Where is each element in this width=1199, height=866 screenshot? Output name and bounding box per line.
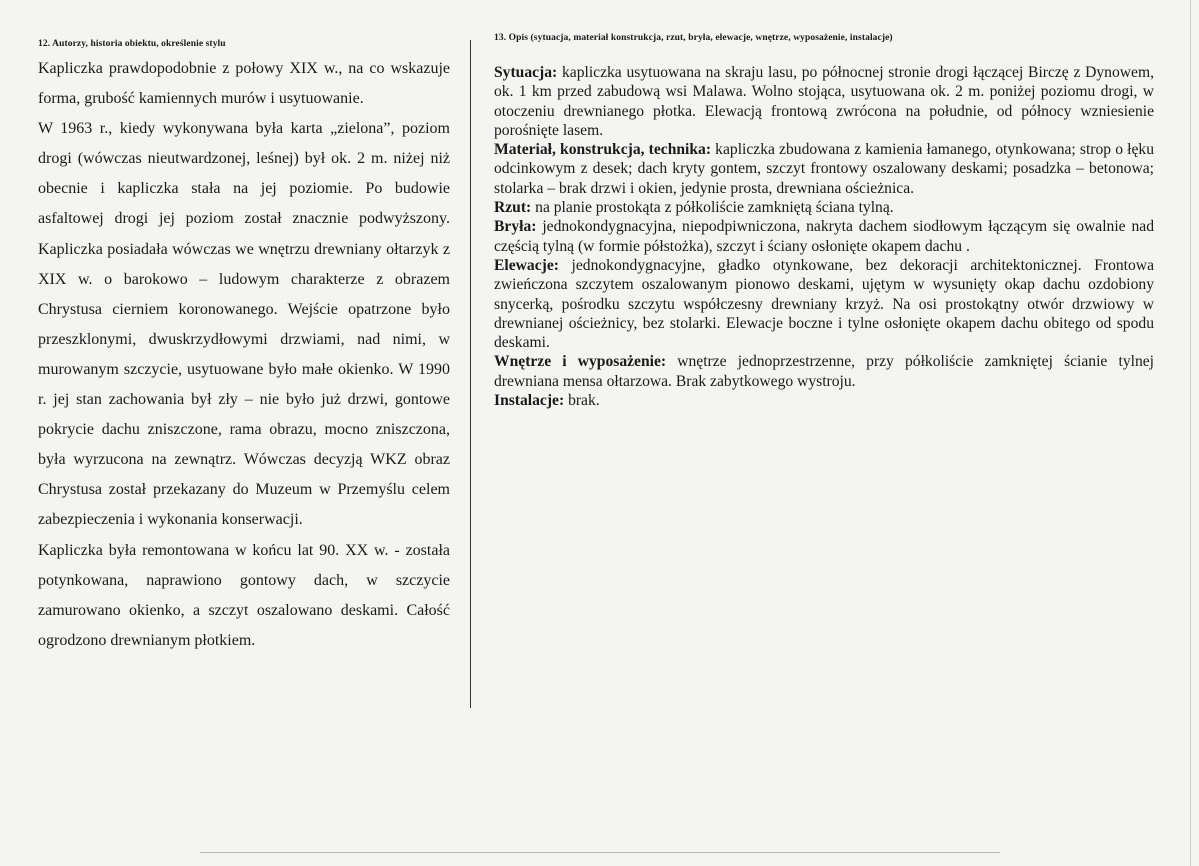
section-text: kapliczka zbudowana z kamienia łamanego, otynkowana; strop o łęku odcinkowym z desek; dach kryty gontem, szczyt frontowy oszalowany deskami; posadzka – betonowa; stolarka – brak drzwi i okien, jedynie prosta, drewniana ościeżnica. bbox=[494, 141, 1154, 197]
section-text: kapliczka usytuowana na skraju lasu, po północnej stronie drogi łączącej Birczę z Dynowem, ok. 1 km przed zabudową wsi Malawa. Wolno stojąca, usytuowana ok. 2 m. poniżej poziomu drogi, w otoczeniu drewnianego płotka. Elewacją frontową zwrócona na południe, od północy wzniesienie porośnięte lasem. bbox=[494, 64, 1154, 139]
section-text: jednokondygnacyjne, gładko otynkowane, bez dekoracji architektonicznej. Frontowa zwieńczona szczytem oszalowanym pionowo deskami, ujętym w wysunięty okap dachu ozdobiony snycerką, pośrodku szczytu współczesny drewniany krzyż. Na osi prostokątny otwór drzwiowy w drewnianej ościeżnicy, bez stolarki. Elewacje boczne i tylne osłonięte okapem dachu obitego od spodu deskami. bbox=[494, 256, 1154, 352]
bottom-rule bbox=[200, 852, 1000, 853]
description-column bbox=[494, 63, 1154, 410]
page-edge bbox=[1190, 0, 1191, 866]
section-label: Rzut: bbox=[494, 199, 532, 217]
description-material bbox=[494, 140, 1154, 198]
history-column bbox=[38, 54, 450, 656]
description-elevations bbox=[494, 256, 1154, 352]
section-label: Sytuacja: bbox=[494, 64, 558, 81]
section-text: jednokondygnacyjna, niepodpiwniczona, nakryta dachem siodłowym łączącym się owalnie nad częścią tylną (w formie półstożka), szczyt i ściany osłonięte okapem dachu . bbox=[494, 218, 1154, 255]
description-body bbox=[494, 217, 1154, 256]
section-label: Bryła: bbox=[494, 218, 537, 236]
column-divider bbox=[470, 40, 471, 708]
section-text: wnętrze jednoprzestrzenne, przy półkoliście zamkniętej ścianie tylnej drewniana mensa ołtarzowa. Brak zabytkowego wystroju. bbox=[494, 353, 1154, 390]
section-label: Materiał, konstrukcja, technika: bbox=[494, 141, 712, 159]
section-label: Elewacje: bbox=[494, 256, 559, 274]
history-paragraph: W 1963 r., kiedy wykonywana była karta „zielona”, poziom drogi (wówczas nieutwardzonej, leśnej) był ok. 2 m. niżej niż obecnie i kapliczka stała na jej poziomie. Po budowie asfaltowej drogi jej poziom został znacznie podwyższony. Kapliczka posiadała wówczas we wnętrzu drewniany ołtarzyk z XIX w. o barokowo – ludowym charakterze z obrazem Chrystusa cierniem koronowanego. Wejście opatrzone było przeszklonymi, dwuskrzydłowymi drzwiami, nad nimi, w murowanym szczycie, usytuowane było małe okienko. W 1990 r. jej stan zachowania był zły – nie było już drzwi, gontowe pokrycie dachu zniszczone, rama obrazu, mocno zniszczona, była wyrzucona na zewnątrz. Wówczas decyzją WKZ obraz Chrystusa został przekazany do Muzeum w Przemyślu celem zabezpieczenia i wykonania konserwacji. bbox=[38, 120, 450, 529]
section-12-header: 12. Autorzy, historia obiektu, określenie stylu bbox=[38, 39, 226, 49]
section-label: Instalacje: bbox=[494, 392, 565, 410]
section-text: brak. bbox=[564, 392, 600, 410]
history-paragraph: Kapliczka była remontowana w końcu lat 90. XX w. - została potynkowana, naprawiono gontowy dach, w szczycie zamurowano okienko, a szczyt oszalowano deskami. Całość ogrodzono drewnianym płotkiem. bbox=[38, 541, 450, 649]
section-13-header: 13. Opis (sytuacja, materiał konstrukcja, rzut, bryła, elewacje, wnętrze, wyposażenie, instalacje) bbox=[494, 33, 893, 43]
section-label: Wnętrze i wyposażenie: bbox=[494, 353, 667, 371]
history-paragraph: Kapliczka prawdopodobnie z połowy XIX w., na co wskazuje forma, grubość kamiennych murów i usytuowanie. bbox=[38, 60, 450, 108]
description-installations bbox=[494, 391, 1154, 410]
description-plan bbox=[494, 198, 1154, 217]
section-text: na planie prostokąta z półkoliście zamkniętą ściana tylną. bbox=[531, 199, 894, 217]
description-situation bbox=[494, 63, 1154, 140]
description-interior bbox=[494, 352, 1154, 391]
